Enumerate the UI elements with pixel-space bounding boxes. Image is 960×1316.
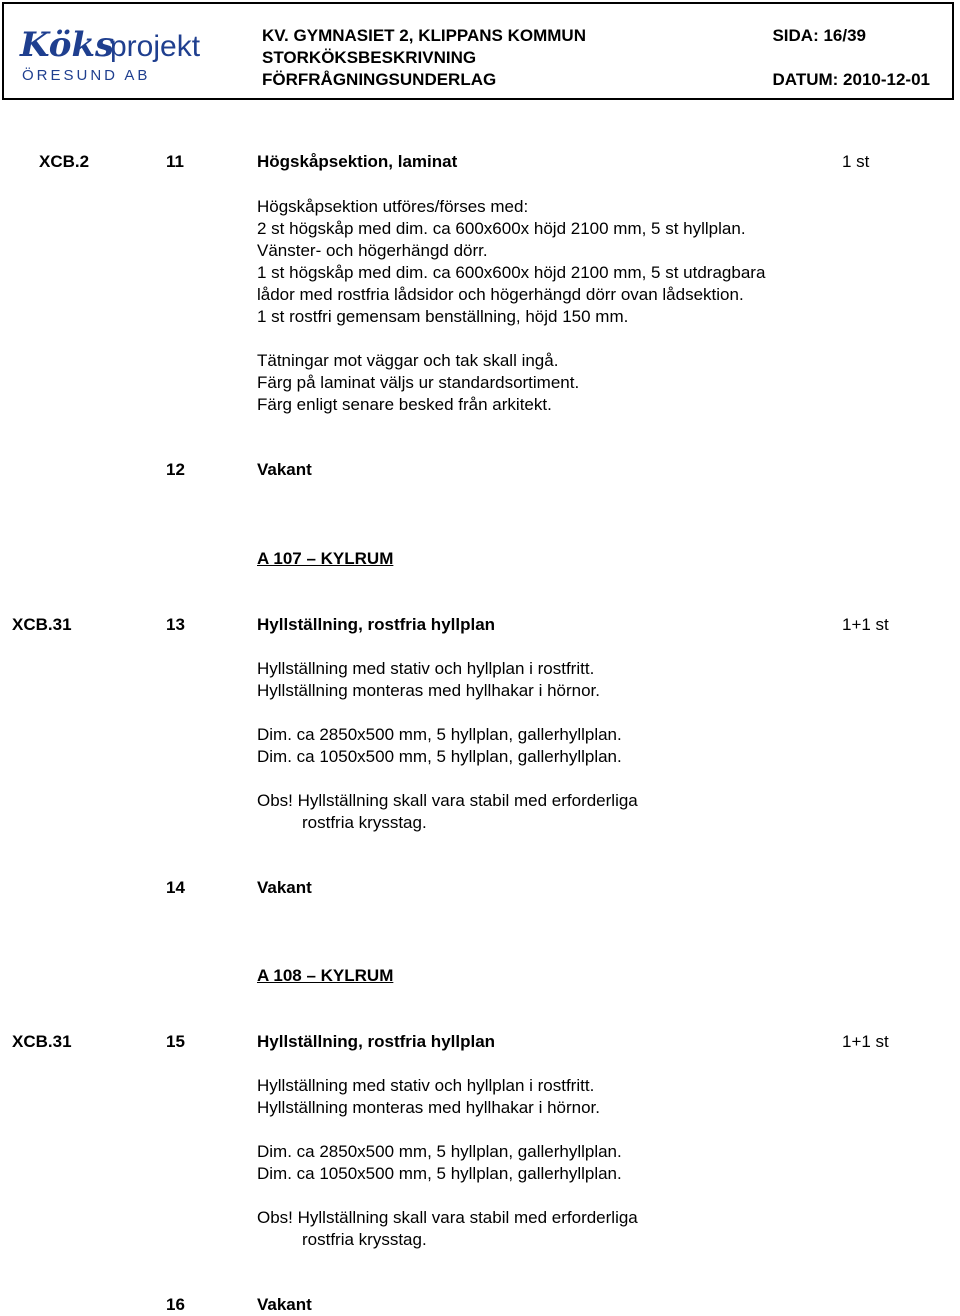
item-line: Färg på laminat väljs ur standardsortiment. <box>257 373 580 392</box>
item-line: Vänster- och högerhängd dörr. <box>257 241 488 260</box>
item-line: Dim. ca 2850x500 mm, 5 hyllplan, gallerhyllplan. <box>257 1142 622 1161</box>
item-line: Färg enligt senare besked från arkitekt. <box>257 395 552 414</box>
header-date: DATUM: 2010-12-01 <box>772 70 930 89</box>
item-line: Hyllställning med stativ och hyllplan i rostfritt. <box>257 1076 595 1095</box>
item-line: Dim. ca 2850x500 mm, 5 hyllplan, gallerhyllplan. <box>257 725 622 744</box>
item-line: 2 st högskåp med dim. ca 600x600x höjd 2100 mm, 5 st hyllplan. <box>257 219 746 238</box>
item-number: 15 <box>166 1032 185 1051</box>
header-status: FÖRFRÅGNINGSUNDERLAG <box>262 70 497 89</box>
item-title: Hyllställning, rostfria hyllplan <box>257 1032 496 1051</box>
item-line: Obs! Hyllställning skall vara stabil med erforderliga <box>257 791 638 810</box>
item-quantity: 1+1 st <box>842 615 889 634</box>
header-project: KV. GYMNASIET 2, KLIPPANS KOMMUN <box>262 26 586 45</box>
item-number: 11 <box>166 152 184 171</box>
item-number: 12 <box>166 460 185 479</box>
item-number: 14 <box>166 878 185 897</box>
item-line: Dim. ca 1050x500 mm, 5 hyllplan, gallerhyllplan. <box>257 1164 622 1183</box>
company-logo <box>18 20 218 86</box>
item-line: Dim. ca 1050x500 mm, 5 hyllplan, gallerhyllplan. <box>257 747 622 766</box>
item-line: Hyllställning med stativ och hyllplan i rostfritt. <box>257 659 595 678</box>
item-title: Vakant <box>257 878 312 897</box>
logo-part2: projekt <box>110 30 201 63</box>
item-number: 13 <box>166 615 185 634</box>
item-line: Högskåpsektion utföres/förses med: <box>257 197 529 216</box>
item-title: Högskåpsektion, laminat <box>257 152 458 171</box>
section-heading: A 108 – KYLRUM <box>257 966 394 985</box>
item-code: XCB.2 <box>39 152 90 171</box>
logo-part1: Köks <box>20 25 115 65</box>
item-line: 1 st högskåp med dim. ca 600x600x höjd 2100 mm, 5 st utdragbara <box>257 263 766 282</box>
item-title: Hyllställning, rostfria hyllplan <box>257 615 496 634</box>
logo-sub: ÖRESUND AB <box>22 67 151 84</box>
header-document-type: STORKÖKSBESKRIVNING <box>262 48 477 67</box>
item-code: XCB.31 <box>12 615 72 634</box>
item-line: lådor med rostfria lådsidor och högerhängd dörr ovan lådsektion. <box>257 285 744 304</box>
item-number: 16 <box>166 1295 185 1314</box>
item-line: Hyllställning monteras med hyllhakar i hörnor. <box>257 681 600 700</box>
section-heading: A 107 – KYLRUM <box>257 549 394 568</box>
header-page: SIDA: 16/39 <box>772 26 866 45</box>
item-line: Hyllställning monteras med hyllhakar i hörnor. <box>257 1098 600 1117</box>
item-line: 1 st rostfri gemensam benställning, höjd 150 mm. <box>257 307 629 326</box>
item-line: rostfria krysstag. <box>302 813 427 832</box>
item-line: Tätningar mot väggar och tak skall ingå. <box>257 351 559 370</box>
item-line: Obs! Hyllställning skall vara stabil med erforderliga <box>257 1208 638 1227</box>
item-title: Vakant <box>257 1295 312 1314</box>
document-header <box>2 2 954 100</box>
item-title: Vakant <box>257 460 312 479</box>
item-quantity: 1+1 st <box>842 1032 889 1051</box>
item-code: XCB.31 <box>12 1032 72 1051</box>
item-line: rostfria krysstag. <box>302 1230 427 1249</box>
item-quantity: 1 st <box>842 152 870 171</box>
